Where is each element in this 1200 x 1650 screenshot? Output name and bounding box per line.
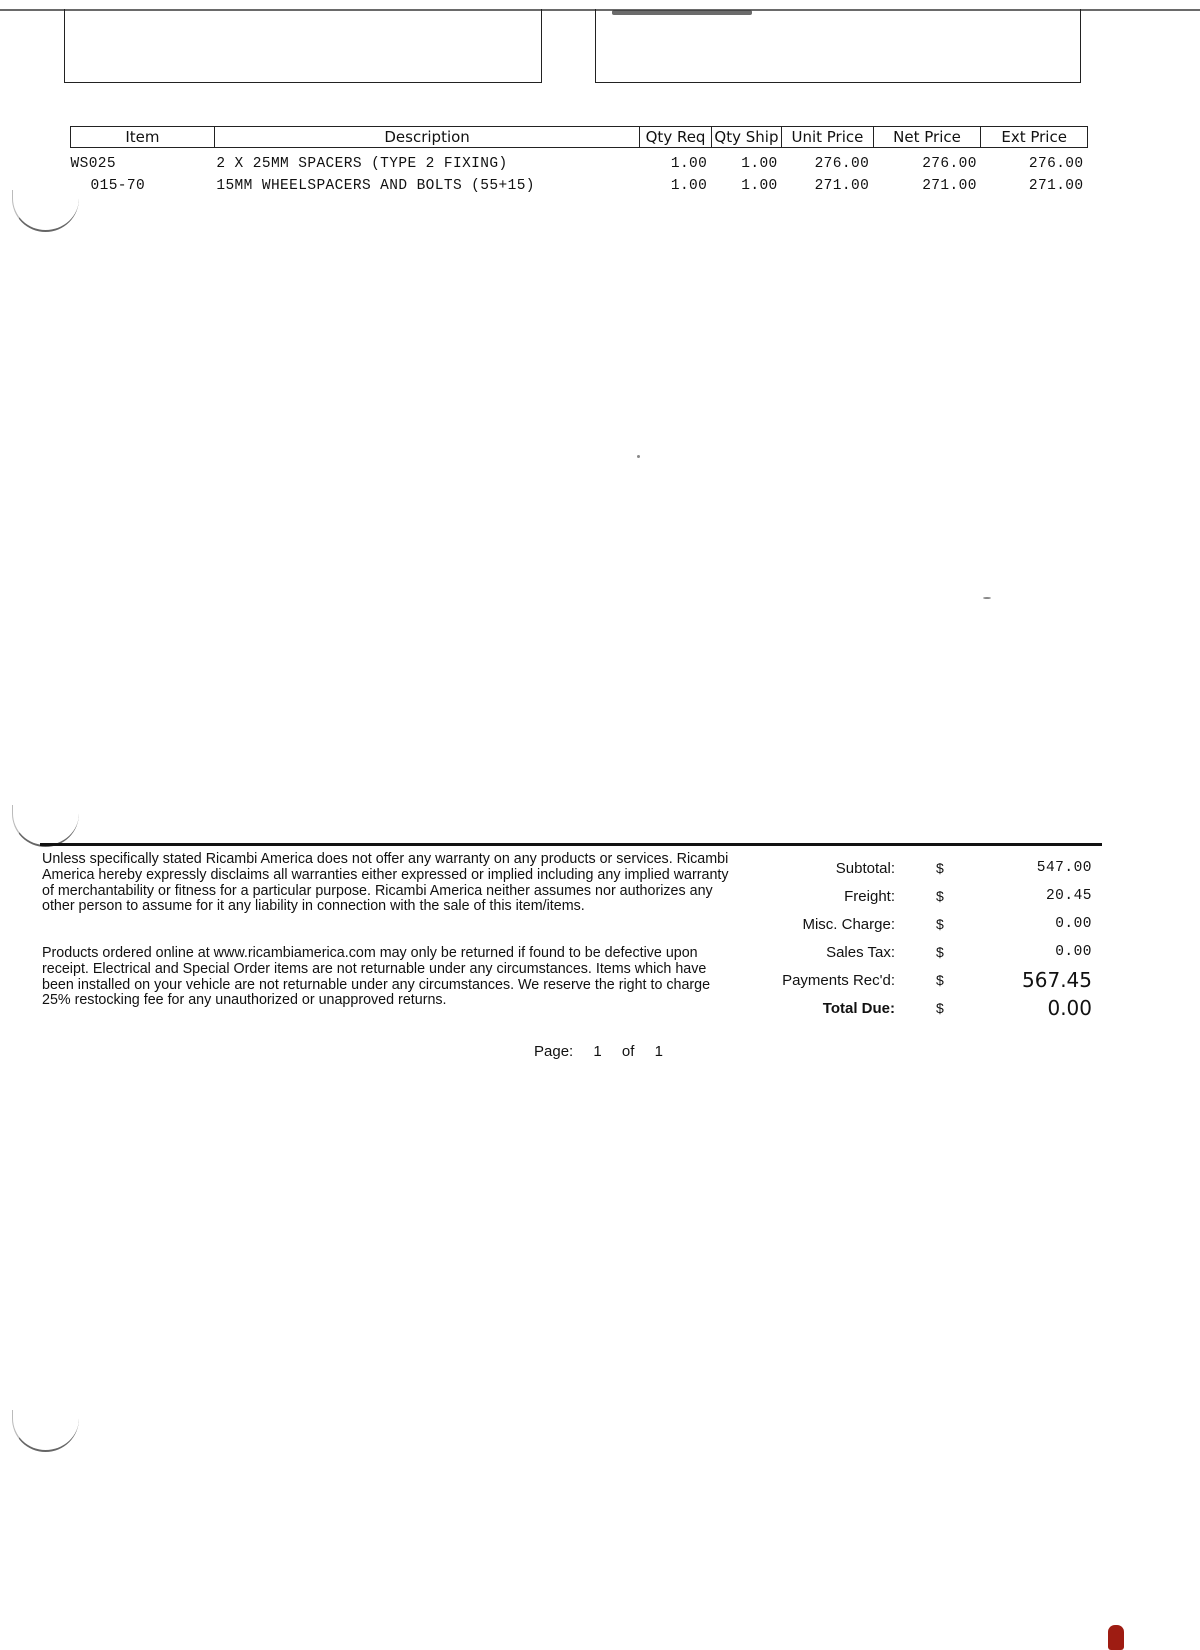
header-ext-price: Ext Price bbox=[981, 127, 1088, 148]
total-due-row bbox=[740, 998, 1100, 1026]
punch-hole-mark bbox=[12, 805, 79, 847]
header-description: Description bbox=[214, 127, 640, 148]
cell-qty-ship: 1.00 bbox=[741, 178, 778, 194]
ship-to-box bbox=[595, 9, 1081, 83]
sales-tax-label: Sales Tax: bbox=[826, 944, 895, 961]
payments-received-row bbox=[740, 970, 1100, 998]
freight-row bbox=[740, 886, 1100, 914]
page-of-label: of bbox=[621, 1043, 635, 1060]
misc-charge-value: 0.00 bbox=[1055, 916, 1092, 932]
header-net-price: Net Price bbox=[873, 127, 981, 148]
currency-symbol: $ bbox=[936, 860, 944, 876]
currency-symbol: $ bbox=[936, 1000, 944, 1016]
totals-block bbox=[740, 858, 1100, 1026]
header-unit-price: Unit Price bbox=[782, 127, 874, 148]
table-row bbox=[71, 178, 1088, 200]
misc-charge-label: Misc. Charge: bbox=[802, 916, 895, 933]
freight-value: 20.45 bbox=[1045, 888, 1092, 904]
total-due-label: Total Due: bbox=[822, 1000, 895, 1017]
cell-qty-ship: 1.00 bbox=[741, 156, 778, 172]
page-indicator bbox=[534, 1043, 679, 1060]
sales-tax-value: 0.00 bbox=[1055, 944, 1092, 960]
cell-unit-price: 276.00 bbox=[814, 156, 870, 172]
warranty-disclaimer: Unless specifically stated Ricambi America does not offer any warranty on any products or services. Ricambi America hereby expressly disclaims all warranties either expressed or implied including any implied warranty of merchantability or fitness for a particular purpose. Ricambi America neither assumes nor authorizes any other person to assume for it any liability in connection with the sale of this item/items. bbox=[42, 851, 729, 915]
subtotal-label: Subtotal: bbox=[835, 860, 895, 877]
table-header-row bbox=[71, 127, 1088, 148]
subtotal-value: 547.00 bbox=[1036, 860, 1092, 876]
page-total: 1 bbox=[654, 1043, 663, 1060]
bill-to-box bbox=[64, 9, 542, 83]
page-current: 1 bbox=[593, 1043, 602, 1060]
cell-unit-price: 271.00 bbox=[814, 178, 870, 194]
cell-net-price: 271.00 bbox=[922, 178, 977, 194]
red-ink-mark bbox=[1108, 1625, 1124, 1650]
payments-received-label: Payments Rec'd: bbox=[782, 972, 895, 989]
freight-label: Freight: bbox=[844, 888, 895, 905]
cell-qty-req: 1.00 bbox=[670, 156, 708, 172]
table-row bbox=[71, 148, 1088, 179]
cell-description: 15MM WHEELSPACERS AND BOLTS (55+15) bbox=[216, 178, 535, 194]
punch-hole-mark bbox=[12, 190, 79, 232]
header-qty-ship: Qty Ship bbox=[711, 127, 781, 148]
sales-tax-row bbox=[740, 942, 1100, 970]
cell-description: 2 X 25MM SPACERS (TYPE 2 FIXING) bbox=[216, 156, 508, 172]
items-table bbox=[70, 126, 1088, 200]
header-qty-req: Qty Req bbox=[640, 127, 711, 148]
scan-speck bbox=[637, 455, 640, 458]
scan-speck bbox=[983, 597, 991, 599]
currency-symbol: $ bbox=[936, 972, 944, 988]
payments-received-value: 567.45 bbox=[1022, 968, 1092, 992]
cell-ext-price: 276.00 bbox=[1028, 156, 1084, 172]
cell-net-price: 276.00 bbox=[922, 156, 977, 172]
currency-symbol: $ bbox=[936, 944, 944, 960]
returns-policy: Products ordered online at www.ricambiamerica.com may only be returned if found to be defective upon receipt. Electrical and Special Order items are not returnable under any circumstances. Items which have been installed on your vehicle are not returnable under any circumstances. We reserve the right to charge 25% restocking fee for any unauthorized or unapproved returns. bbox=[42, 945, 711, 1009]
header-item: Item bbox=[71, 127, 215, 148]
currency-symbol: $ bbox=[936, 888, 944, 904]
punch-hole-mark bbox=[12, 1410, 79, 1452]
page-label: Page: bbox=[534, 1043, 574, 1060]
footer-rule bbox=[40, 843, 1102, 846]
scan-smudge bbox=[612, 10, 752, 15]
cell-item: WS025 bbox=[70, 156, 117, 172]
cell-qty-req: 1.00 bbox=[670, 178, 708, 194]
total-due-value: 0.00 bbox=[1047, 996, 1092, 1020]
cell-ext-price: 271.00 bbox=[1028, 178, 1084, 194]
misc-charge-row bbox=[740, 914, 1100, 942]
cell-item: 015-70 bbox=[90, 178, 146, 194]
subtotal-row bbox=[740, 858, 1100, 886]
currency-symbol: $ bbox=[936, 916, 944, 932]
